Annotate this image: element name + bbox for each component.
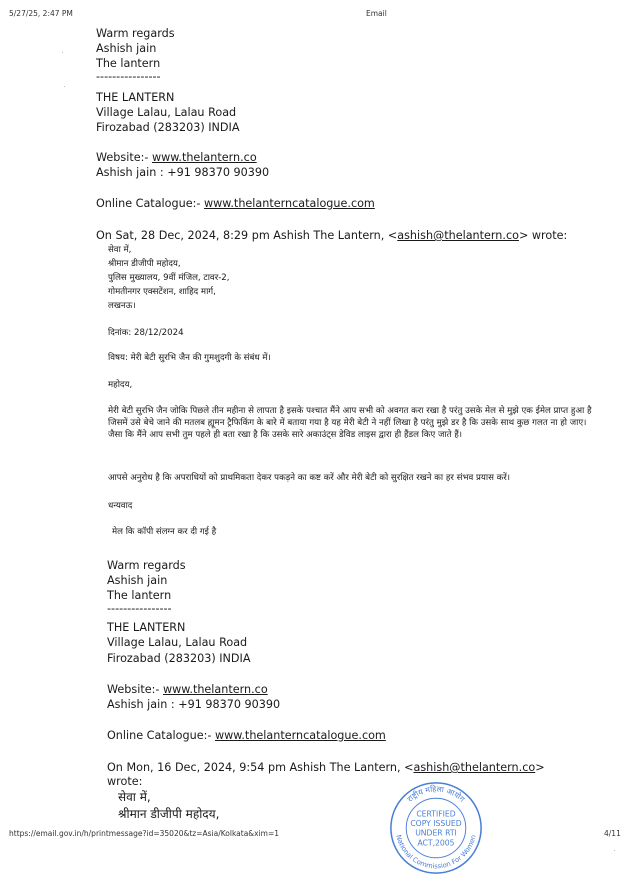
quote1-attribution [96, 229, 567, 243]
top-signature-company-caps: THE LANTERN [96, 91, 175, 104]
quote1-thanks: धन्यवाद [108, 501, 133, 511]
top-website-label: Website:- [96, 151, 149, 164]
stamp-ring-bottom-text: National Commission For Women [394, 833, 478, 871]
top-website-link[interactable]: www.thelantern.co [151, 151, 257, 164]
footer-page-number: 4/11 [604, 829, 621, 838]
print-datetime: 5/27/25, 2:47 PM [9, 9, 73, 18]
inner-catalogue-link[interactable]: www.thelanterncatalogue.com [214, 729, 386, 742]
scan-mark [62, 52, 63, 53]
quote2-prefix: On Mon, 16 Dec, 2024, 9:54 pm Ashish The Lantern, < [107, 761, 414, 774]
inner-signature-separator: ---------------- [107, 602, 172, 615]
quote1-addressee: श्रीमान डीजीपी महोदय, [108, 259, 181, 269]
quote1-body2: आपसे अनुरोध है कि अपराधियों को प्राथमिकता देकर पकड़ने का कष्ट करें और मेरी बेटी को सुरक्षित रखने का हर संभव प्रयास करें। [108, 473, 511, 483]
print-title: Email [366, 9, 387, 18]
quote1-subject: विषय: मेरी बेटी सुरभि जैन की गुमशुदगी के संबंध में। [108, 353, 271, 363]
certified-copy-stamp [388, 780, 484, 876]
quote2-attribution [107, 761, 545, 775]
inner-website-label: Website:- [107, 683, 160, 696]
quote1-addr3: लखनऊ। [108, 301, 136, 311]
inner-catalogue-line [107, 729, 386, 743]
quote1-email-link[interactable]: ashish@thelantern.co [397, 229, 519, 242]
quote1-addr1: पुलिस मुख्यालय, 9वीं मंजिल, टावर-2, [108, 273, 230, 283]
stamp-ring-top-text: राष्ट्रीय महिला आयोग [405, 784, 467, 804]
inner-website-link[interactable]: www.thelantern.co [162, 683, 268, 696]
top-signature-regards: Warm regards [96, 27, 175, 40]
inner-signature-regards: Warm regards [107, 559, 186, 572]
top-signature-company: The lantern [96, 57, 161, 70]
inner-signature-name: Ashish jain [107, 574, 168, 587]
quote1-date: दिनांक: 28/12/2024 [108, 328, 184, 338]
top-catalogue-label: Online Catalogue:- [96, 197, 201, 210]
quote1-body1: मेरी बेटी सुरभि जैन जोकि पिछले तीन महीना से लापता है इसके पश्चात मैंने आप सभी को अवगत करा रखा है परंतु उसके मेल से मुझे एक ईमेल प्राप्त हुआ है जिसमें उसे बेचे जाने की मतलब ह्यूमन ट्रैफिकिंग के बारे में बताया गया है यह मेरी बेटी ने नहीं लिखा है परंतु मुझे डर है कि उसके साथ कुछ गलत ना हो जाए। जैसा कि मैंने आप सभी तुम पहले ही बता रखा है कि उसके सारे अकाउंट्स डेविड लाइस द्वारा ही हैंडल किए जाते हैं। [108, 406, 592, 440]
top-signature-name: Ashish jain [96, 42, 157, 55]
top-signature-address1: Village Lalau, Lalau Road [96, 106, 237, 119]
inner-signature-address2: Firozabad (283203) INDIA [107, 652, 251, 665]
quote2-addressee: श्रीमान डीजीपी महोदय, [118, 807, 220, 821]
inner-website-line [107, 683, 268, 697]
inner-signature-phone: Ashish jain : +91 98370 90390 [107, 698, 281, 711]
stamp-line2: COPY ISSUED [410, 819, 462, 829]
top-website-line [96, 151, 257, 165]
top-signature-address2: Firozabad (283203) INDIA [96, 121, 240, 134]
inner-catalogue-label: Online Catalogue:- [107, 729, 212, 742]
inner-signature-company: The lantern [107, 589, 172, 602]
inner-signature-company-caps: THE LANTERN [107, 621, 186, 634]
quote1-attach-note: मेल कि कॉपी संलग्न कर दी गई है [112, 527, 217, 537]
stamp-line1: CERTIFIED [416, 809, 456, 819]
stamp-line3: UNDER RTI [415, 828, 457, 838]
footer-url: https://email.gov.in/h/printmessage?id=35020&tz=Asia/Kolkata&xim=1 [9, 829, 280, 838]
quote1-prefix: On Sat, 28 Dec, 2024, 8:29 pm Ashish The Lantern, < [96, 229, 398, 242]
quote1-to: सेवा में, [108, 245, 132, 255]
quote2-email-link[interactable]: ashish@thelantern.co [413, 761, 536, 774]
quote1-suffix: > wrote: [518, 229, 568, 242]
top-signature-phone: Ashish jain : +91 98370 90390 [96, 166, 270, 179]
top-signature-separator: ---------------- [96, 70, 161, 83]
quote2-wrote: wrote: [107, 775, 143, 788]
scan-mark [64, 86, 65, 87]
top-catalogue-link[interactable]: www.thelanterncatalogue.com [203, 197, 375, 210]
quote1-addr2: गोमतीनगर एक्सटेंशन, शाहिद मार्ग, [108, 287, 216, 297]
top-catalogue-line [96, 197, 375, 211]
quote2-suffix: > [535, 761, 545, 774]
scan-mark [614, 850, 615, 851]
inner-signature-address1: Village Lalau, Lalau Road [107, 636, 248, 649]
quote1-salutation: महोदय, [108, 380, 133, 390]
quote2-to: सेवा में, [118, 790, 151, 804]
stamp-line4: ACT,2005 [417, 838, 455, 848]
